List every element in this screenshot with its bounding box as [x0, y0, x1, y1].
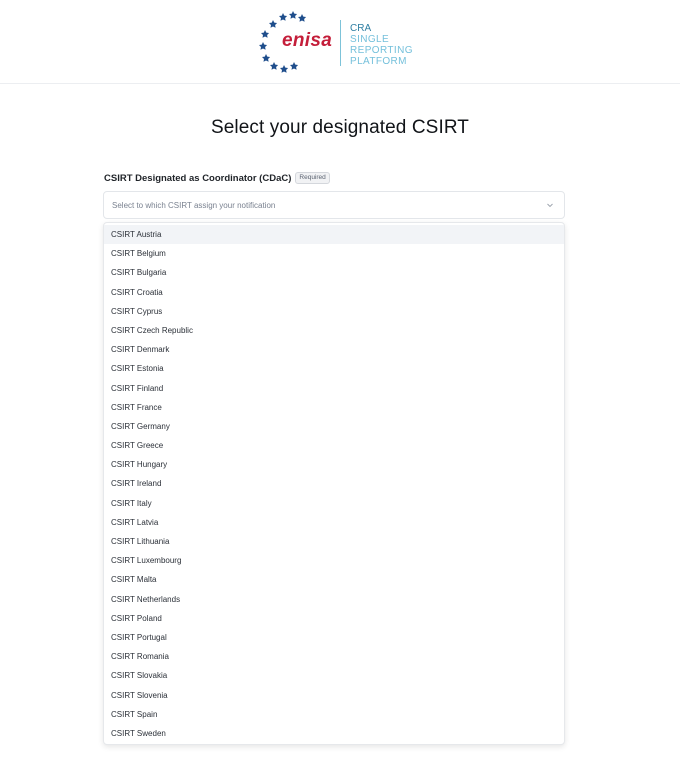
dropdown-option-belgium[interactable]: CSIRT Belgium — [111, 249, 166, 259]
logo-divider — [340, 20, 341, 66]
dropdown-option-estonia[interactable]: CSIRT Estonia — [111, 364, 164, 374]
csirt-field-label: CSIRT Designated as Coordinator (CDaC) — [104, 172, 292, 184]
dropdown-option-latvia[interactable]: CSIRT Latvia — [111, 517, 159, 527]
dropdown-option-cyprus[interactable]: CSIRT Cyprus — [111, 306, 163, 316]
dropdown-option-spain[interactable]: CSIRT Spain — [111, 709, 158, 719]
dropdown-option-netherlands[interactable]: CSIRT Netherlands — [111, 594, 181, 604]
dropdown-option-sweden[interactable]: CSIRT Sweden — [111, 728, 166, 738]
dropdown-option-italy[interactable]: CSIRT Italy — [111, 498, 152, 508]
dropdown-option-malta[interactable]: CSIRT Malta — [111, 575, 157, 585]
platform-subtitle-line-2: REPORTING — [350, 45, 413, 56]
dropdown-option-romania[interactable]: CSIRT Romania — [111, 652, 169, 662]
platform-subtitle — [350, 34, 413, 67]
dropdown-option-slovenia[interactable]: CSIRT Slovenia — [111, 690, 168, 700]
dropdown-option-finland[interactable]: CSIRT Finland — [111, 383, 164, 393]
dropdown-option-france[interactable]: CSIRT France — [111, 402, 162, 412]
dropdown-option-austria[interactable]: CSIRT Austria — [104, 225, 564, 244]
platform-subtitle-line-3: PLATFORM — [350, 56, 407, 67]
dropdown-option-bulgaria[interactable]: CSIRT Bulgaria — [111, 268, 167, 278]
dropdown-option-slovakia[interactable]: CSIRT Slovakia — [111, 671, 168, 681]
chevron-down-icon[interactable] — [546, 201, 554, 209]
dropdown-option-germany[interactable]: CSIRT Germany — [111, 421, 170, 431]
dropdown-option-luxembourg[interactable]: CSIRT Luxembourg — [111, 556, 182, 566]
csirt-dropdown-list — [103, 222, 565, 745]
select-placeholder: Select to which CSIRT assign your notification — [112, 201, 276, 210]
dropdown-option-poland[interactable]: CSIRT Poland — [111, 613, 162, 623]
required-badge: Required — [295, 172, 329, 184]
enisa-logo[interactable] — [256, 10, 426, 74]
dropdown-option-czech-republic[interactable]: CSIRT Czech Republic — [111, 325, 193, 335]
enisa-logo-text: enisa — [282, 30, 333, 51]
field-label-row — [104, 170, 330, 186]
platform-subtitle-line-1: SINGLE — [350, 34, 390, 45]
dropdown-option-hungary[interactable]: CSIRT Hungary — [111, 460, 168, 470]
site-header — [0, 0, 680, 84]
dropdown-option-lithuania[interactable]: CSIRT Lithuania — [111, 537, 170, 546]
dropdown-option-denmark[interactable]: CSIRT Denmark — [111, 345, 170, 355]
dropdown-option-greece[interactable]: CSIRT Greece — [111, 441, 164, 451]
page-title: Select your designated CSIRT — [210, 117, 470, 138]
dropdown-option-croatia[interactable]: CSIRT Croatia — [111, 287, 163, 297]
dropdown-option-ireland[interactable]: CSIRT Ireland — [111, 479, 162, 489]
platform-title: CRA — [350, 23, 372, 34]
dropdown-option-portugal[interactable]: CSIRT Portugal — [111, 632, 167, 642]
csirt-select[interactable] — [103, 191, 565, 219]
